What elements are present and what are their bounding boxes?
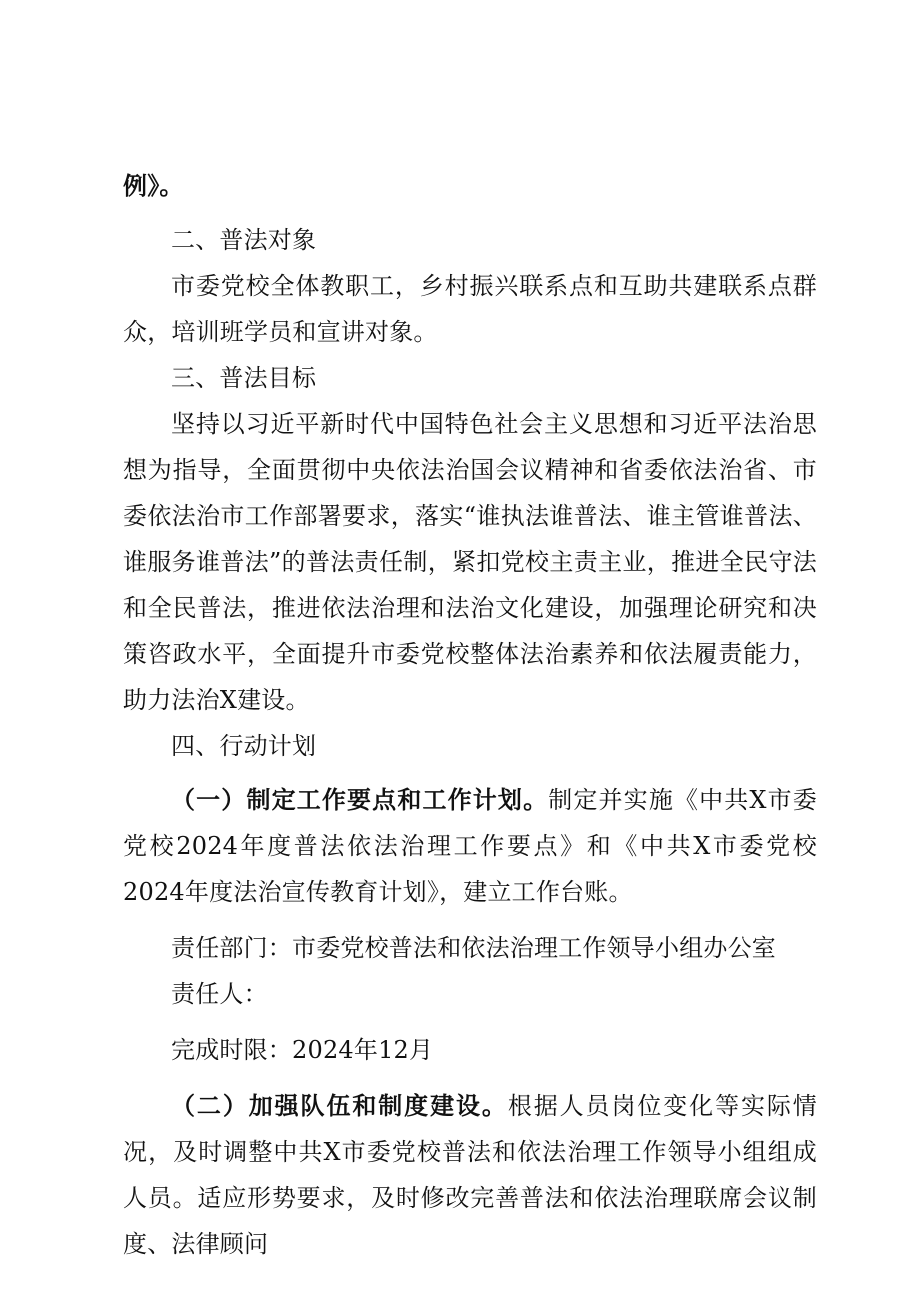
deadline: 完成时限：2024年12月 (171, 1036, 434, 1064)
continued-text: 例》。 (123, 171, 184, 200)
subsection-1-title: （一）制定工作要点和工作计划。 (171, 785, 549, 814)
subsection-1-text: 制定并实施《中共X市委党校2024年度普法依法治理工作要点》和《中共X市委党校2024年度法治宣传教育计划》，建立工作台账。 (123, 786, 818, 906)
subsection-1 (123, 777, 817, 915)
paragraph-goals: 坚持以习近平新时代中国特色社会主义思想和习近平法治思想为指导，全面贯彻中央依法治国会议精神和省委依法治省、市委依法治市工作部署要求，落实“谁执法谁普法、谁主管谁普法、谁服务谁普法”的普法责任制，紧扣党校主责主业，推进全民守法和全民普法，推进依法治理和法治文化建设，加强理论研究和决策咨政水平，全面提升市委党校整体法治素养和依法履责能力，助力法治X建设。 (123, 410, 817, 714)
section-heading-targets: 二、普法对象 (171, 226, 317, 254)
section-heading-goals: 三、普法目标 (171, 364, 317, 392)
responsible-person: 责任人： (171, 980, 268, 1008)
section-heading-plan: 四、行动计划 (171, 732, 317, 760)
paragraph-targets: 市委党校全体教职工，乡村振兴联系点和互助共建联系点群众，培训班学员和宣讲对象。 (123, 272, 817, 346)
subsection-2-title: （二）加强队伍和制度建设。 (171, 1091, 508, 1120)
subsection-2 (123, 1083, 817, 1267)
subsection-2-text: 根据人员岗位变化等实际情况，及时调整中共X市委党校普法和依法治理工作领导小组组成人员。适应形势要求，及时修改完善普法和依法治理联席会议制度、法律顾问 (123, 1092, 817, 1258)
responsible-department: 责任部门：市委党校普法和依法治理工作领导小组办公室 (171, 934, 776, 962)
